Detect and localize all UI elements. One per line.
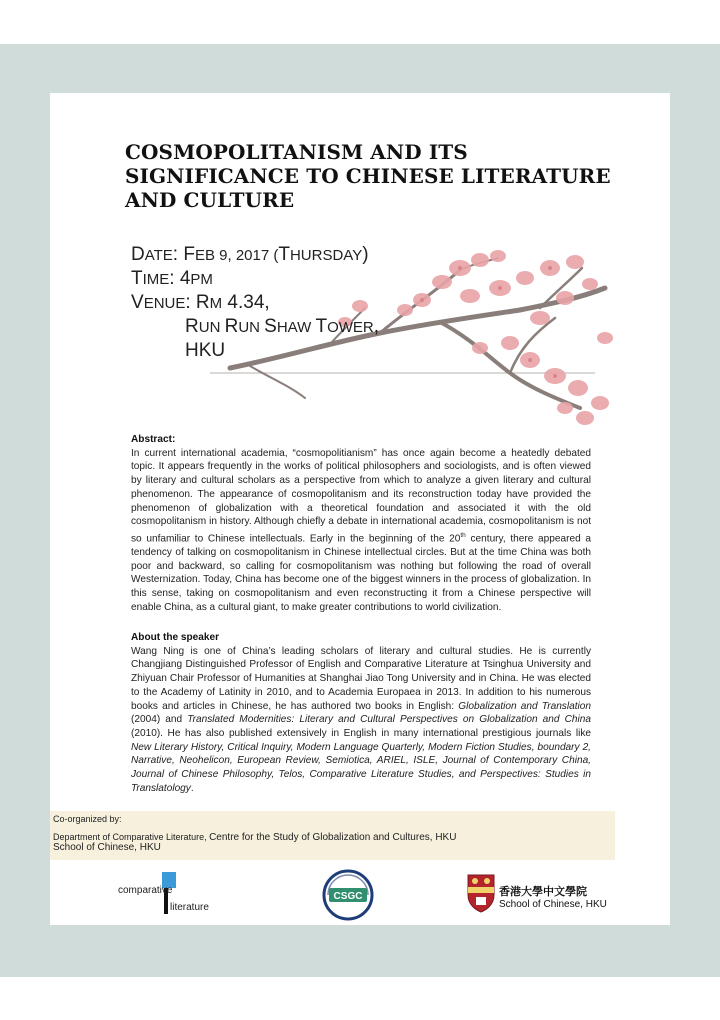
csgc-logo-text: CSGC xyxy=(333,891,363,902)
cherry-blossom-branch-illustration xyxy=(210,248,620,436)
speaker-heading: About the speaker xyxy=(131,632,220,643)
csgc-logo xyxy=(322,869,374,921)
hku-school-of-chinese-logo xyxy=(466,873,616,915)
speaker-section xyxy=(131,631,591,795)
event-venue-institution: HKU xyxy=(185,340,226,361)
poster-title xyxy=(125,140,611,212)
abstract-text: In current international academia, “cosmopolitianism” has once again become a heatedly debated topic. It appears frequently in the works of political philosophers and sociologists, and is often viewed by literary and cultural scholars as a perspective from which to analyze a given literary and cultural phenomenon. The appearance of cosmopolitanism and its reconstruction today have provided the phenomenon of globalization with a theoretical foundation and associated it with the old cosmopolitanism in history. Although chiefly a debate in international academia, cosmopolitanism is not so unfamiliar to Chinese intellectuals. Early in the beginning of the 20th century, there appeared a tendency of talking on cosmopolitanism in Chinese intellectual circles. But at the time China was both poor and backward, so calling for cosmopolitanism was nothing but following the road of overall Westernization. Today, China has become one of the biggest winners in the process of globalization. In this sense, taking on cosmopolitanism and even reconstructing it from a Chinese perspective will enable China, as a cultural giant, to make greater contributions to world civilization. xyxy=(131,447,591,613)
abstract-heading: Abstract: xyxy=(131,434,176,445)
event-date: DATE: FEB 9, 2017 (THURSDAY) xyxy=(131,244,369,265)
hku-english-name: School of Chinese, HKU xyxy=(499,899,607,910)
title-line: COSMOPOLITANISM AND ITS xyxy=(125,140,468,164)
title-line: AND CULTURE xyxy=(125,188,295,212)
coorganizers-line-1: Department of Comparative Literature, Centre for the Study of Globalization and Cultures, HKU xyxy=(53,832,457,843)
event-time: TIME: 4PM xyxy=(131,268,213,289)
hku-chinese-name: 香港大學中文學院 xyxy=(499,885,587,898)
logo-text-top: comparative xyxy=(118,885,173,896)
abstract-section xyxy=(131,433,591,615)
logo-text-bottom: literature xyxy=(170,902,209,913)
speaker-bio: Wang Ning is one of China’s leading scholars of literary and cultural studies. He is currently Changjiang Distinguished Professor of English and Comparative Literature at Tsinghua University and Zhiyuan Chair Professor of Humanities at Shanghai Jiao Tong University and in China. He was elected to the Academy of Latinity in 2010, and to Academia Europaea in 2013. In addition to his numerous books and articles in Chinese, he has authored two books in English: Globalization and Translation (2004) and Translated Modernities: Literary and Cultural Perspectives on Globalization and China (2010). He has also published extensively in English in many international prestigious journals like New Literary History, Critical Inquiry, Modern Language Quarterly, Modern Fiction Studies, boundary 2, Narrative, Neohelicon, European Review, Semiotica, ARIEL, ISLE, Journal of Contemporary China, Journal of Chinese Philosophy, Telos, Comparative Literature Studies, and Perspectives: Studies in Translatology. xyxy=(131,645,592,794)
event-venue: VENUE: RM 4.34, xyxy=(131,292,270,313)
event-venue-building: RUN RUN SHAW TOWER, xyxy=(185,316,380,337)
coorganizers-line-2: School of Chinese, HKU xyxy=(53,842,161,853)
coorganizers-label: Co-organized by: xyxy=(53,814,122,824)
coorganizers-band xyxy=(50,811,615,860)
comparative-literature-logo xyxy=(118,872,218,914)
title-line: SIGNIFICANCE TO CHINESE LITERATURE xyxy=(125,164,611,188)
hku-crest-icon xyxy=(466,873,496,913)
